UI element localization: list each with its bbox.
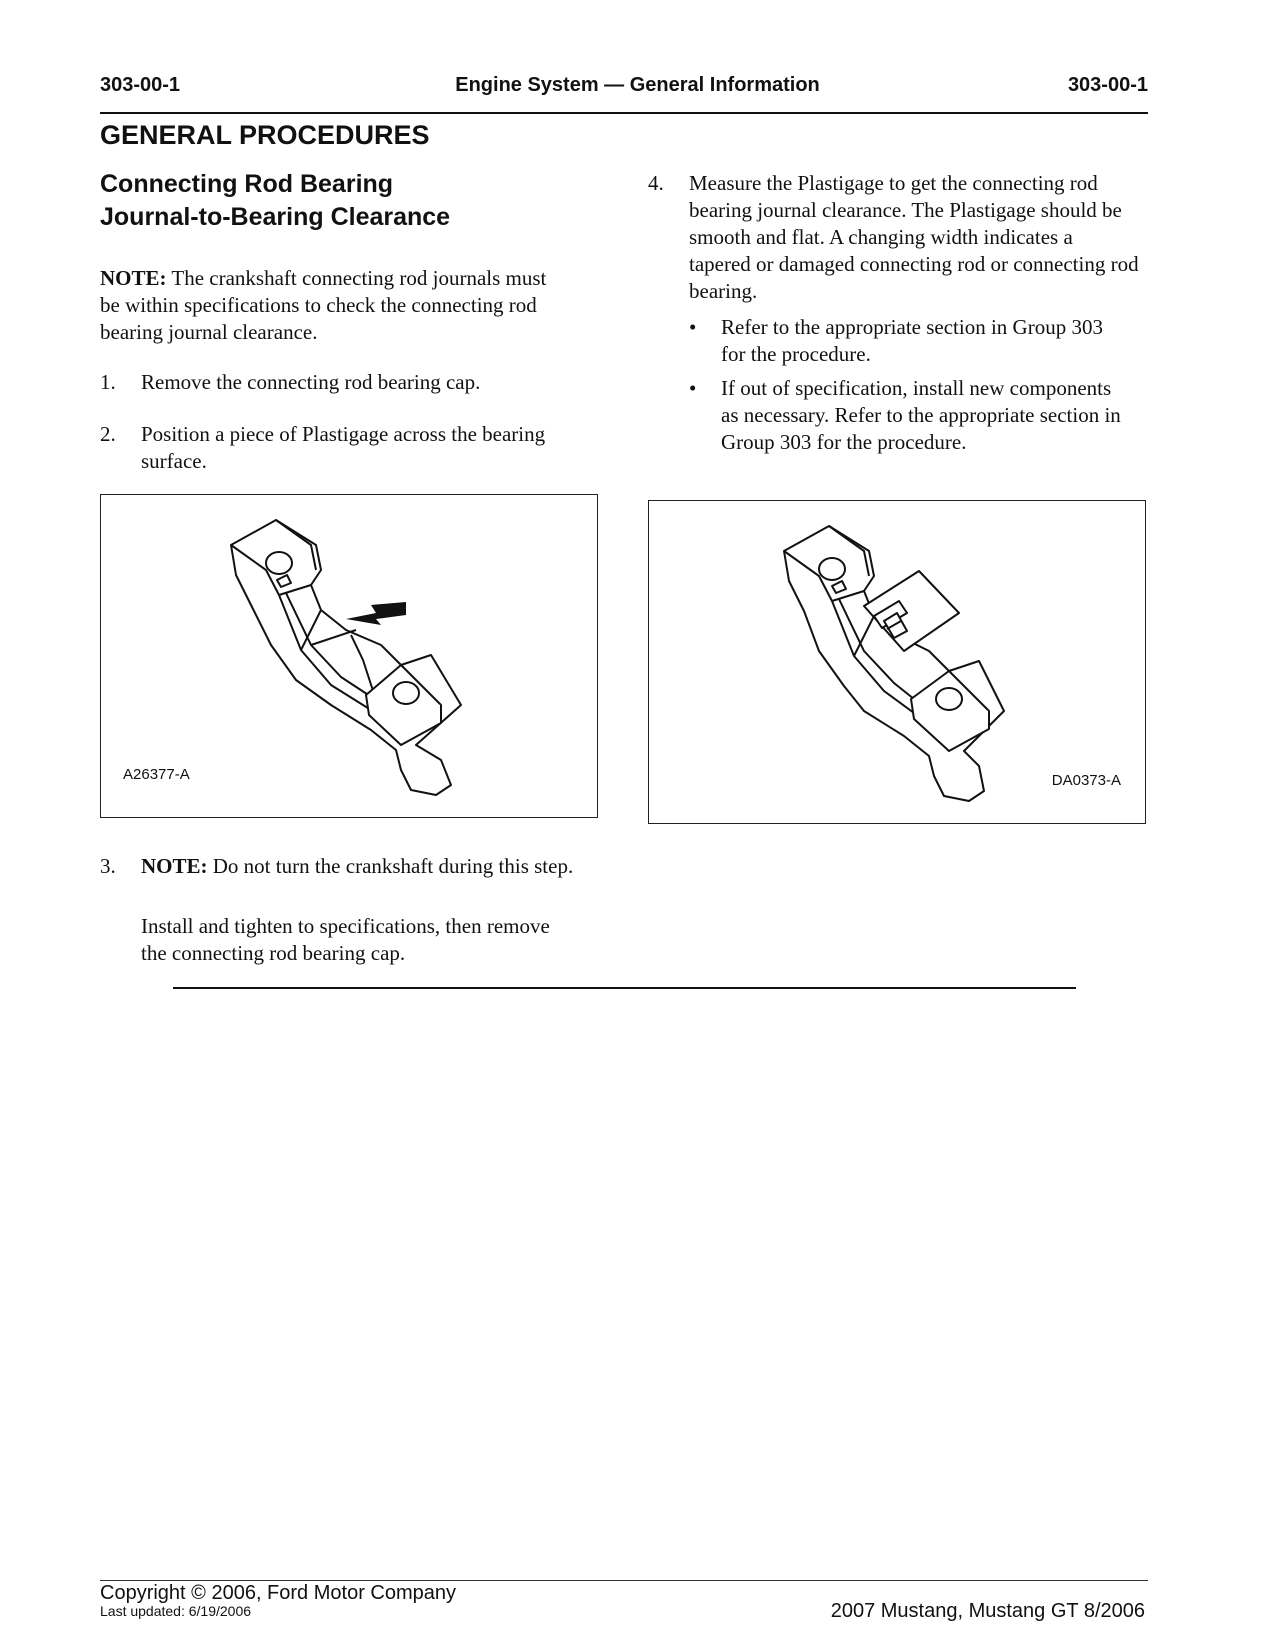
procedure-title-line1: Connecting Rod Bearing — [100, 170, 394, 198]
step-1-number: 1. — [100, 370, 116, 394]
step-4-number: 4. — [648, 171, 664, 195]
step-3-note — [141, 853, 601, 880]
section-title: GENERAL PROCEDURES — [100, 120, 430, 150]
footer-copyright: Copyright © 2006, Ford Motor Company — [100, 1582, 457, 1604]
step-4-bullet-2: If out of specification, install new components as necessary. Refer to the appropriate section in Group 303 for the procedure. — [721, 376, 1121, 454]
footer-model: 2007 Mustang, Mustang GT 8/2006 — [830, 1600, 1145, 1622]
step-4-bullet-1: Refer to the appropriate section in Group 303 for the procedure. — [721, 315, 1103, 366]
header-page-code-left: 303-00-1 — [100, 74, 181, 96]
step-2-text: Position a piece of Plastigage across the bearing surface. — [141, 422, 546, 473]
note-text: The crankshaft connecting rod journals must be within specifications to check the connecting rod bearing journal clearance. — [100, 266, 547, 344]
figure-bearing-cap-plastigage — [100, 494, 598, 818]
end-of-procedure-rule — [173, 987, 1076, 989]
procedure-title-line2: Journal-to-Bearing Clearance — [100, 203, 451, 231]
note-label: NOTE: — [100, 266, 167, 290]
footer-rule — [100, 1580, 1148, 1581]
figure-1-label: A26377-A — [123, 766, 190, 783]
figure-2-label: DA0373-A — [1051, 772, 1121, 789]
step-3-number: 3. — [100, 854, 116, 878]
header-page-code-right: 303-00-1 — [1067, 74, 1148, 96]
figure-plastigage-measurement — [648, 500, 1146, 824]
step-1-text: Remove the connecting rod bearing cap. — [141, 370, 481, 394]
step-3-note-text: Do not turn the crankshaft during this step. — [207, 854, 574, 878]
step-2-number: 2. — [100, 422, 116, 446]
procedure-note — [100, 265, 565, 346]
header-title: Engine System — General Information — [455, 74, 820, 96]
step-3-note-label: NOTE: — [141, 854, 208, 878]
bullet-icon: • — [689, 376, 697, 400]
bullet-icon: • — [689, 315, 697, 339]
header-rule — [100, 112, 1148, 114]
procedure-title — [100, 168, 600, 234]
footer-last-updated: Last updated: 6/19/2006 — [100, 1603, 252, 1619]
step-3-text: Install and tighten to specifications, then remove the connecting rod bearing cap. — [141, 914, 550, 965]
step-4-text: Measure the Plastigage to get the connecting rod bearing journal clearance. The Plastigage should be smooth and flat. A changing width indicates a tapered or damaged connecting rod or connecting rod bearing. — [689, 171, 1139, 303]
